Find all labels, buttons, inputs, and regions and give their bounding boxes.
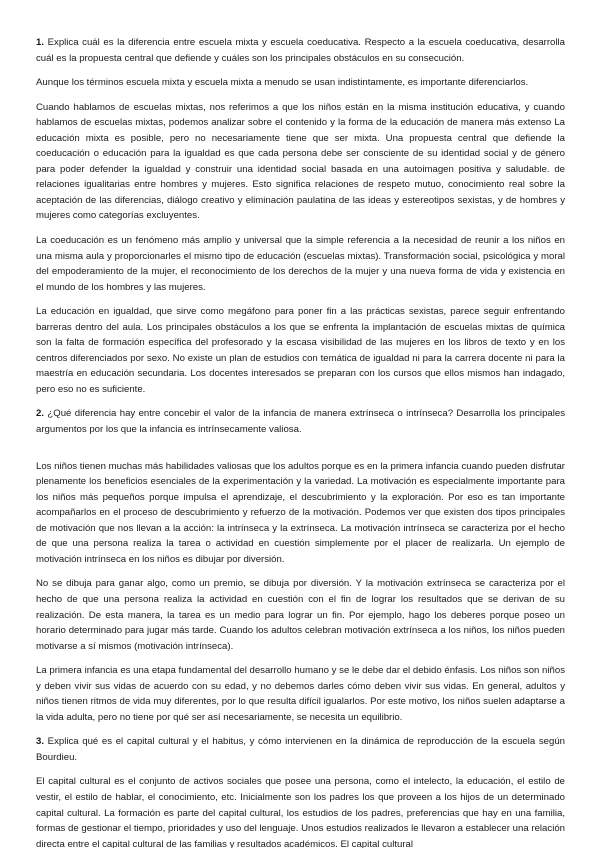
answer-paragraph: El capital cultural es el conjunto de activos sociales que posee una persona, como el intelecto, la educación, el estilo de vestir, el estilo de hablar, el conocimiento, etc. Inicialmente son los padres los que proveen a los hijos de un determinado capital cultural. La formación es parte del capital cultural, los estudios de los padres, preferencias que hay en una familia, formas de gestionar el tiempo, prioridades y uso del lenguaje. Unos estudios realizados le llevaron a establecer una relación directa entre el capital cultural de las familias y resultados académicos. El capital cultural [36, 776, 565, 848]
answer-paragraph: Los niños tienen muchas más habilidades valiosas que los adultos porque es en la primera infancia cuando pueden disfrutar plenamente los beneficios esenciales de la experimentación y la variedad. La motivación es especialmente importante para los niños más pequeños porque impulsa el aprendizaje, el descubrimiento y la exploración. Por eso es tan importante acompañarlos en el proceso de descubrimiento y refuerzo de la motivación. Podemos ver que existen dos tipos principales de motivación que nos llevan a la acción: la intrínseca y la extrínseca. La motivación intrínseca se caracteriza por el hecho de que una persona realiza la tarea o actividad en cuestión simplemente por el placer de realizarla. Un ejemplo de motivación intrínseca en los niños es dibujar por diversión. [36, 460, 565, 565]
answer-paragraph: La primera infancia es una etapa fundamental del desarrollo humano y se le debe dar el debido énfasis. Los niños son niños y deben vivir sus vidas de acuerdo con su edad, y no debemos darles cómo deben vivir sus vidas. En general, adultos y niños tienen ritmos de vida muy diferentes, por lo que resulta difícil igualarlos. Por este motivo, los niños suelen adaptarse a la vida adulta, pero no tiene por qué ser así necesariamente, se necesita un equilibrio. [36, 665, 565, 723]
question-2 [36, 406, 565, 437]
answer-paragraph: La coeducación es un fenómeno más amplio y universal que la simple referencia a la necesidad de reunir a los niños en una misma aula y proporcionarles el mismo tipo de educación (escuelas mixtas). Transformación social, psicológica y moral del empoderamiento de la mujer, el reconocimiento de los derechos de la mujer y una nueva forma de vida y existencia en el mundo de los hombres y las mujeres. [36, 235, 565, 293]
question-text: ¿Qué diferencia hay entre concebir el valor de la infancia de manera extrínseca o intrínseca? Desarrolla los principales argumentos por los que la infancia es intrínsecamente valiosa. [36, 408, 565, 436]
answer-paragraph: No se dibuja para ganar algo, como un premio, se dibuja por diversión. Y la motivación extrínseca se caracteriza por el hecho de que una persona realiza la actividad en cuestión con el fin de lograr los resultados que se derivan de su realización. De esta manera, la tarea es un medio para lograr un fin. Por ejemplo, hago los deberes porque poseo un horario determinado para jugar más tarde. Cuando los adultos celebran motivación extrínseca a los niños, los niños pueden motivarse a sí mismos (motivación intrínseca). [36, 578, 565, 652]
question-number: 3. [36, 736, 45, 748]
answer-paragraph: Cuando hablamos de escuelas mixtas, nos referimos a que los niños están en la misma institución educativa, y cuando hablamos de escuelas mixtas, podemos analizar sobre el contenido y la forma de la educación de manera más extenso La educación mixta es posible, pero no necesariamente tiene que ser mixta. Una propuesta central que defiende la coeducación o educación para la igualdad es que cada persona debe ser consciente de su identidad social y de género para poder defender la igualdad y construir una identidad social basada en una autoimagen positiva y saludable. de relaciones igualitarias entre hombres y mujeres. Esto significa relaciones de respeto mutuo, conocimiento real sobre la aceptación de las diferencias, diálogo creativo y eliminación paulatina de las ideas y estereotipos sexistas, y de hombres y mujeres como categorías excluyentes. [36, 101, 565, 222]
answer-paragraph: Aunque los términos escuela mixta y escuela mixta a menudo se usan indistintamente, es importante diferenciarlos. [36, 77, 529, 89]
question-text: Explica cuál es la diferencia entre escuela mixta y escuela coeducativa. Respecto a la escuela coeducativa, desarrolla cuál es la propuesta central que defiende y cuáles son los principales obstáculos en su consecución. [36, 37, 565, 64]
question-number: 1. [36, 37, 45, 48]
question-number: 2. [36, 408, 45, 420]
question-text: Explica qué es el capital cultural y el habitus, y cómo intervienen en la dinámica de reproducción de la escuela según Bourdieu. [36, 736, 565, 763]
answer-paragraph: La educación en igualdad, que sirve como megáfono para poner fin a las prácticas sexistas, parece seguir enfrentando barreras dentro del aula. Los principales obstáculos a los que se enfrenta la implantación de escuelas mixtas de química son la falta de formación específica del profesorado y la escasa visibilidad de las mujeres en los libros de texto y en los centros diferenciados por sexo. No existe un plan de estudios con temática de igualdad ni para la carrera docente ni para la maestría en educación secundaria. Los docentes interesados se preparan con los cursos que ellos mismos han indagado, pero eso no es suficiente. [36, 306, 565, 395]
question-3 [36, 734, 565, 765]
question-1 [36, 35, 565, 66]
